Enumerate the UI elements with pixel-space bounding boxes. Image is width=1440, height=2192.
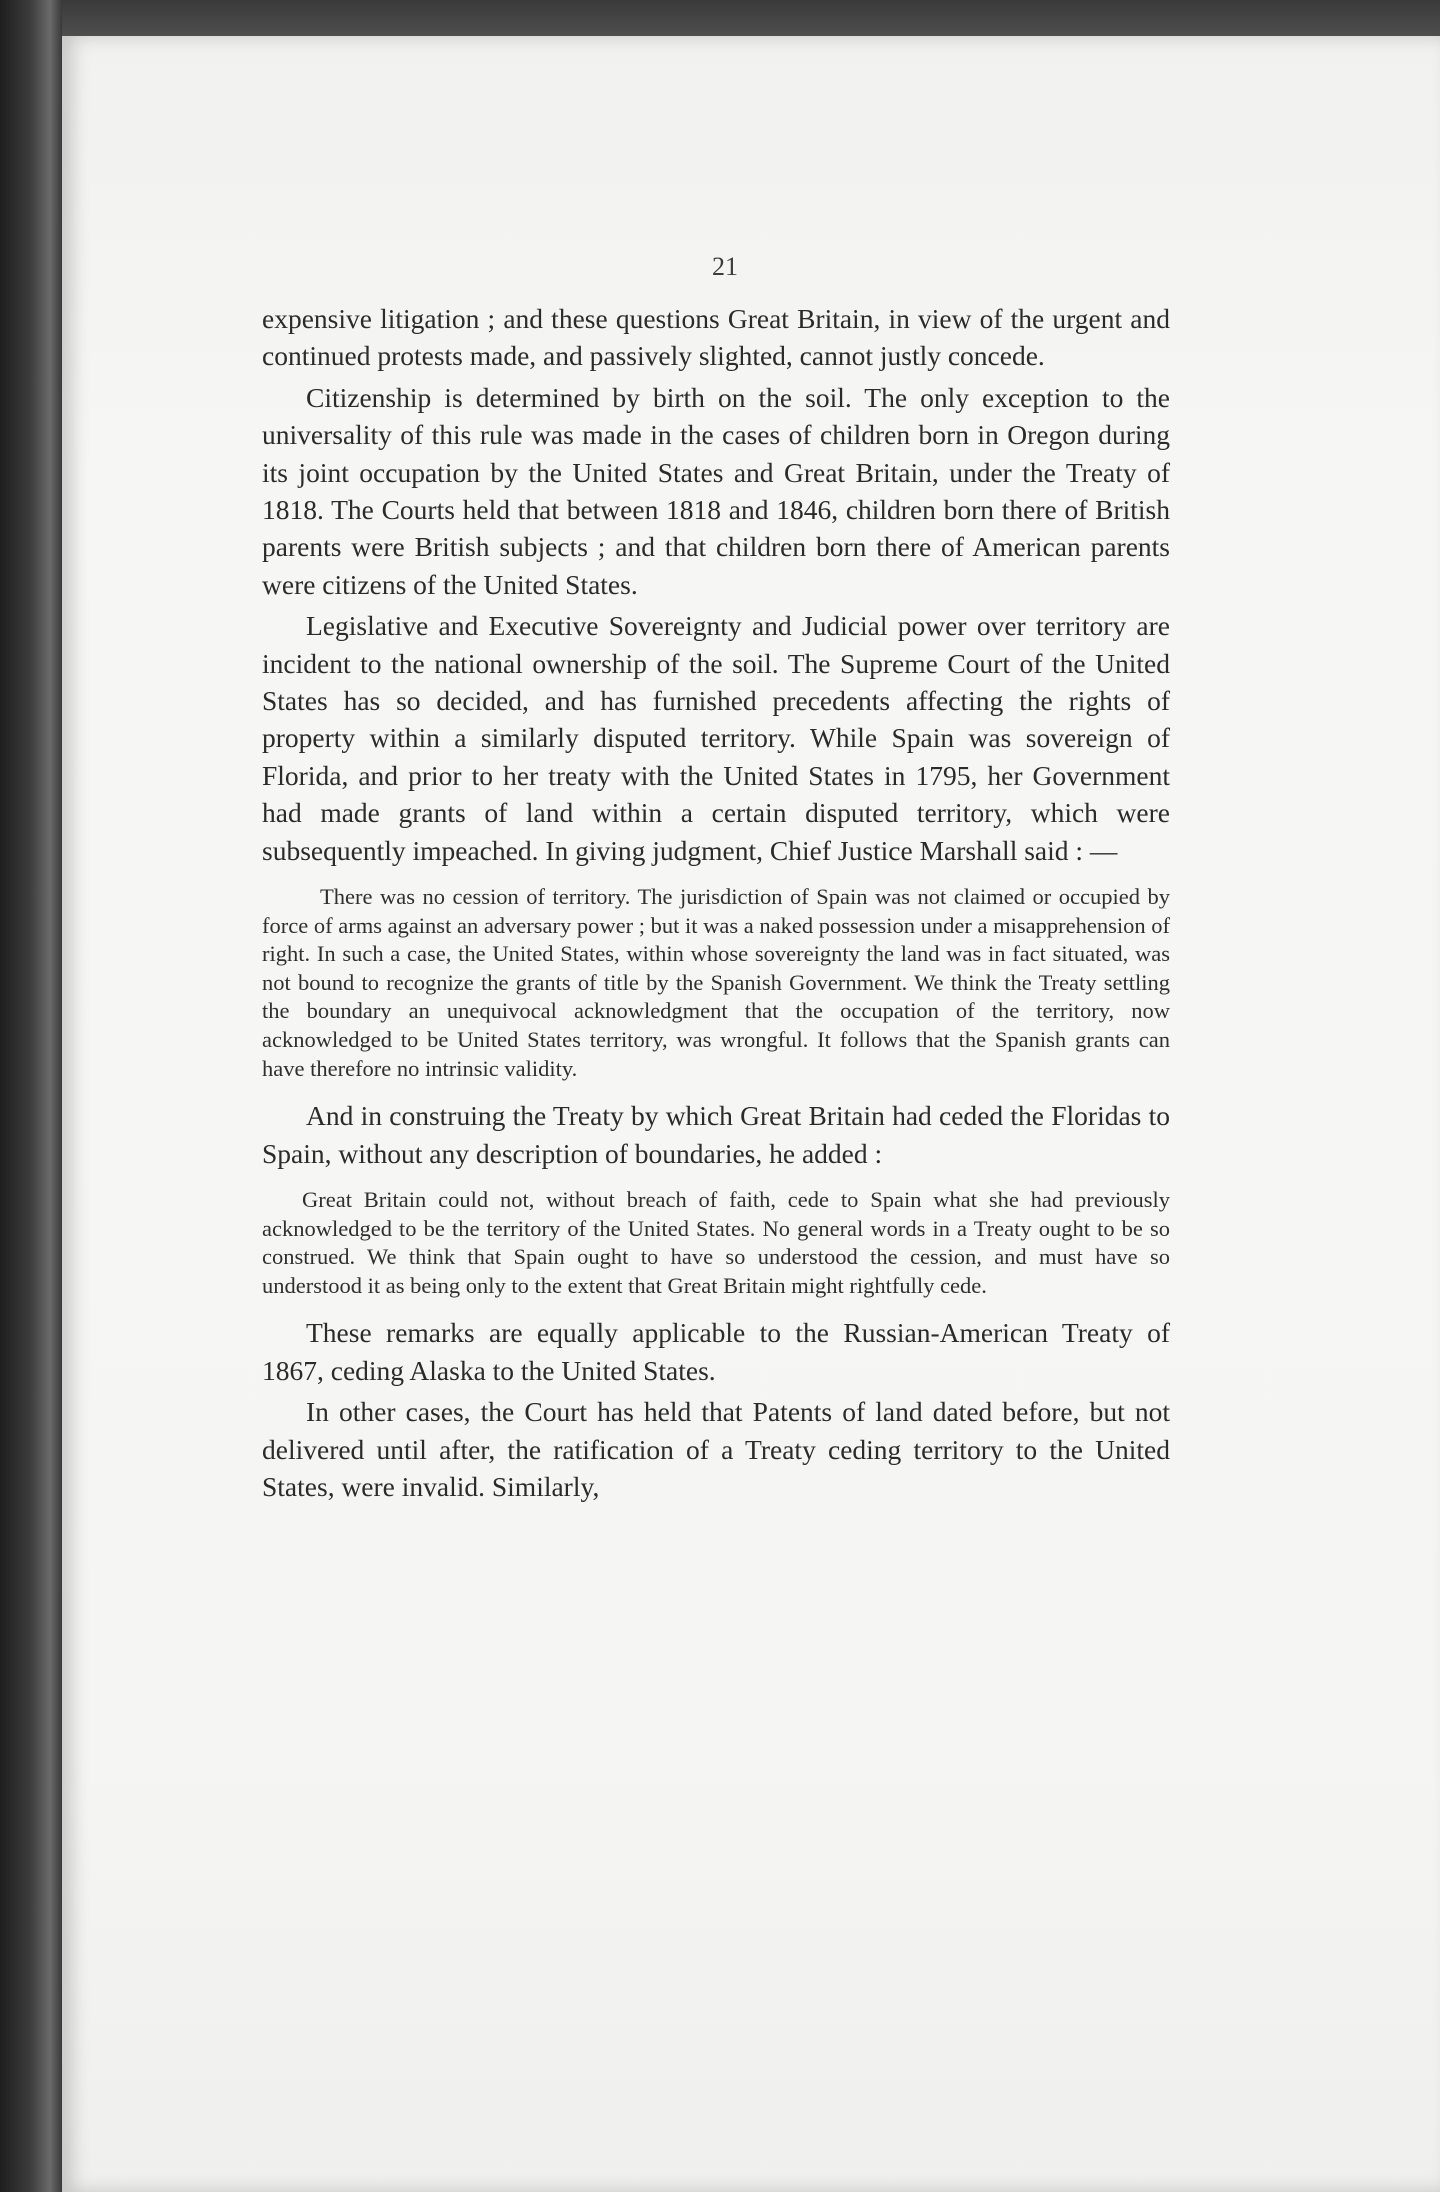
paragraph-citizenship: Citizenship is determined by birth on the soil. The only exception to the universality of this rule was made in the cases of children born in Oregon during its joint occupation by the United States and Great Britain, under the Treaty of 1818. The Courts held that between 1818 and 1846, children born there of British parents were British subjects ; and that children born there of American parents were citizens of the United States. [262, 381, 1170, 600]
block-quote-marshall: There was no cession of territory. The jurisdiction of Spain was not claimed or occupied by force of arms against an adversary power ; but it was a naked possession under a misapprehension of right. In such a case, the United States, within whose sovereignty the land was in fact situated, was not bound to recognize the grants of title by the Spanish Government. We think the Treaty settling the boundary an unequivocal acknowledgment that the occupation of the territory, now acknowledged to be United States territory, was wrongful. It follows that the Spanish grants can have therefore no intrinsic validity. [262, 884, 1170, 1081]
paragraph-alaska: These remarks are equally applicable to the Russian-American Treaty of 1867, ceding Alaska to the United States. [262, 1317, 1170, 1386]
page-number: 21 [712, 252, 738, 281]
paragraph-patents: In other cases, the Court has held that Patents of land dated before, but not delivered until after, the ratification of a Treaty ceding territory to the United States, were invalid. Similarly, [262, 1396, 1170, 1503]
paragraph-continued: expensive litigation ; and these questions Great Britain, in view of the urgent and continued protests made, and passively slighted, cannot justly concede. [262, 303, 1170, 372]
book-binding-edge [0, 0, 62, 2192]
paragraph-construing-treaty: And in construing the Treaty by which Great Britain had ceded the Floridas to Spain, without any description of boundaries, he added : [262, 1100, 1170, 1169]
paragraph-sovereignty: Legislative and Executive Sovereignty and Judicial power over territory are incident to the national ownership of the soil. The Supreme Court of the United States has so decided, and has furnished precedents affecting the rights of property within a similarly disputed territory. While Spain was sovereign of Florida, and prior to her treaty with the United States in 1795, her Government had made grants of land within a certain disputed territory, which were subsequently impeached. In giving judgment, Chief Justice Marshall said : — [262, 610, 1170, 866]
block-quote-great-britain: Great Britain could not, without breach of faith, cede to Spain what she had previously acknowledged to be the territory of the United States. No general words in a Treaty ought to be so construed. We think that Spain ought to have so understood the cession, and must have so understood it as being only to the extent that Great Britain might rightfully cede. [262, 1187, 1170, 1298]
body-text [262, 300, 1170, 1509]
